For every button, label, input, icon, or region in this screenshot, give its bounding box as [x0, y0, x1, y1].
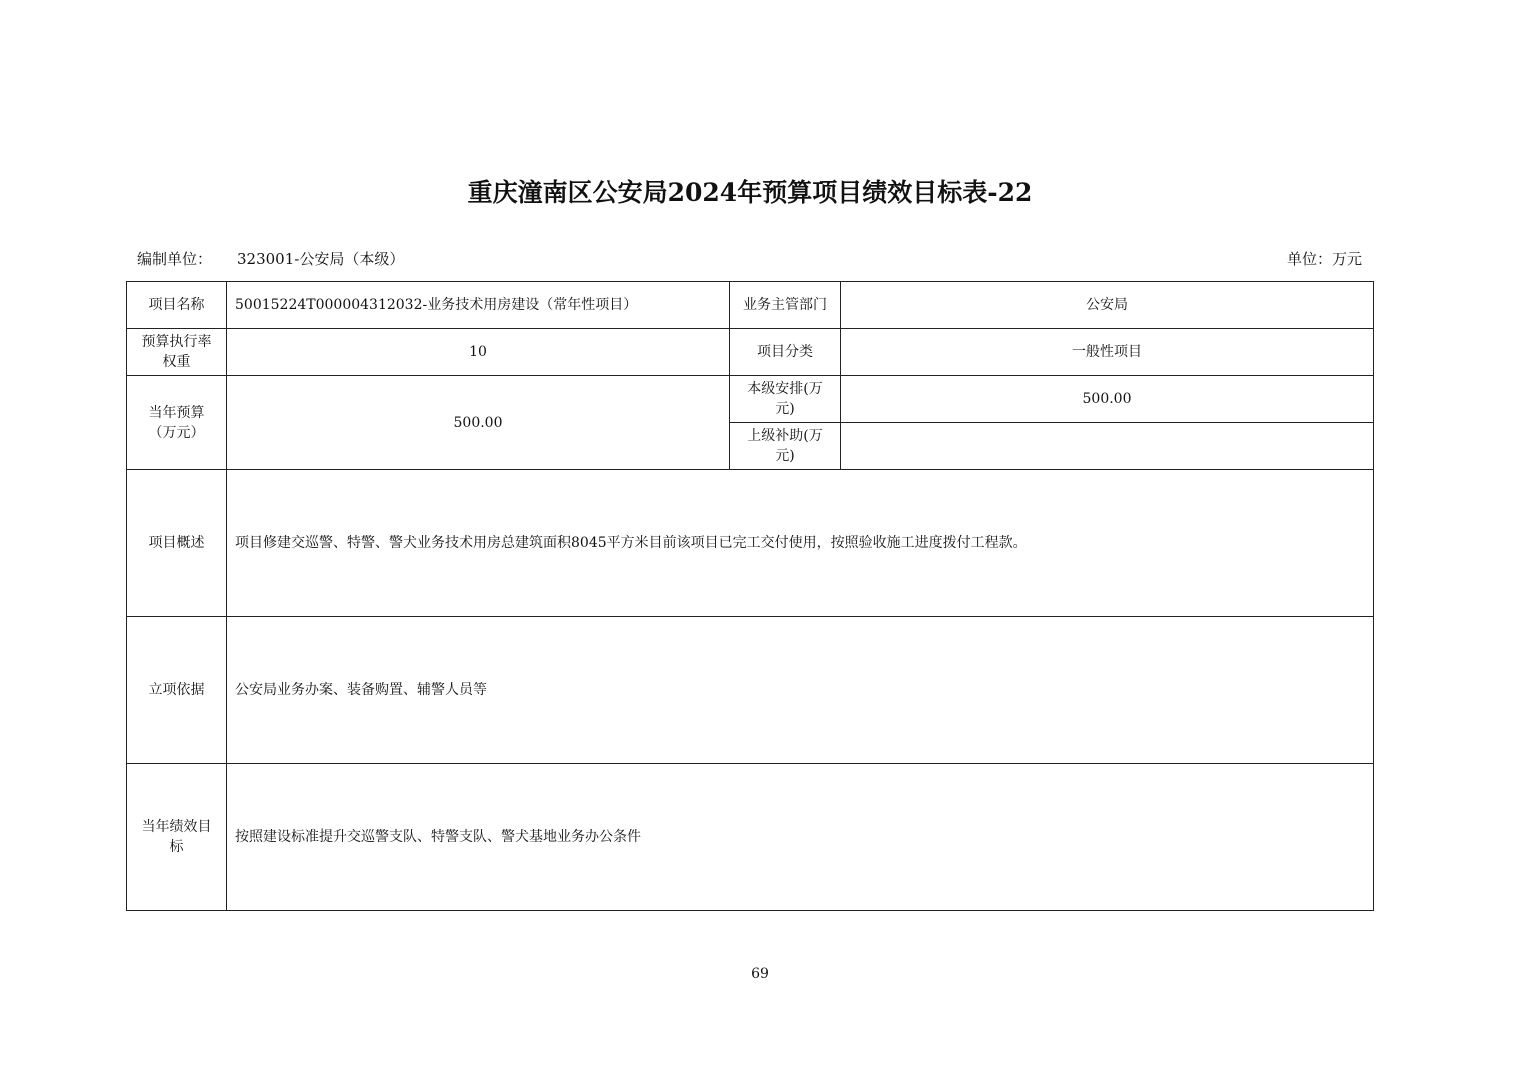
dept-label: 业务主管部门: [730, 282, 841, 329]
superior-label: 上级补助(万元): [730, 423, 841, 470]
currency-unit: 单位：万元: [1286, 250, 1362, 268]
page-number: 69: [751, 966, 769, 982]
table-row: [127, 376, 1374, 423]
performance-target-table: [126, 281, 1374, 911]
table-row: [127, 764, 1374, 911]
goal-label: 当年绩效目标: [127, 764, 227, 911]
category-label: 项目分类: [730, 329, 841, 376]
table-row: [127, 282, 1374, 329]
weight-label: 预算执行率权重: [127, 329, 227, 376]
project-name-value: 50015224T000004312032-业务技术用房建设（常年性项目）: [227, 282, 730, 329]
local-label: 本级安排(万元): [730, 376, 841, 423]
project-name-label: 项目名称: [127, 282, 227, 329]
overview-value: 项目修建交巡警、特警、警犬业务技术用房总建筑面积8045平方米目前该项目已完工交付使用，按照验收施工进度拨付工程款。: [227, 470, 1374, 617]
budget-value: 500.00: [227, 376, 730, 470]
table-row: [127, 617, 1374, 764]
overview-label: 项目概述: [127, 470, 227, 617]
compiling-unit-value: 323001-公安局（本级）: [237, 250, 405, 268]
page-title: 重庆潼南区公安局2024年预算项目绩效目标表-22: [467, 178, 1033, 207]
table-row: [127, 470, 1374, 617]
compiling-unit: [137, 248, 404, 269]
dept-value: 公安局: [841, 282, 1374, 329]
local-value: 500.00: [841, 376, 1374, 423]
category-value: 一般性项目: [841, 329, 1374, 376]
compiling-unit-label: 编制单位：: [137, 250, 213, 268]
budget-label: 当年预算（万元）: [127, 376, 227, 470]
goal-value: 按照建设标准提升交巡警支队、特警支队、警犬基地业务办公条件: [227, 764, 1374, 911]
table-row: [127, 329, 1374, 376]
weight-value: 10: [227, 329, 730, 376]
superior-value: [841, 423, 1374, 470]
basis-label: 立项依据: [127, 617, 227, 764]
basis-value: 公安局业务办案、装备购置、辅警人员等: [227, 617, 1374, 764]
